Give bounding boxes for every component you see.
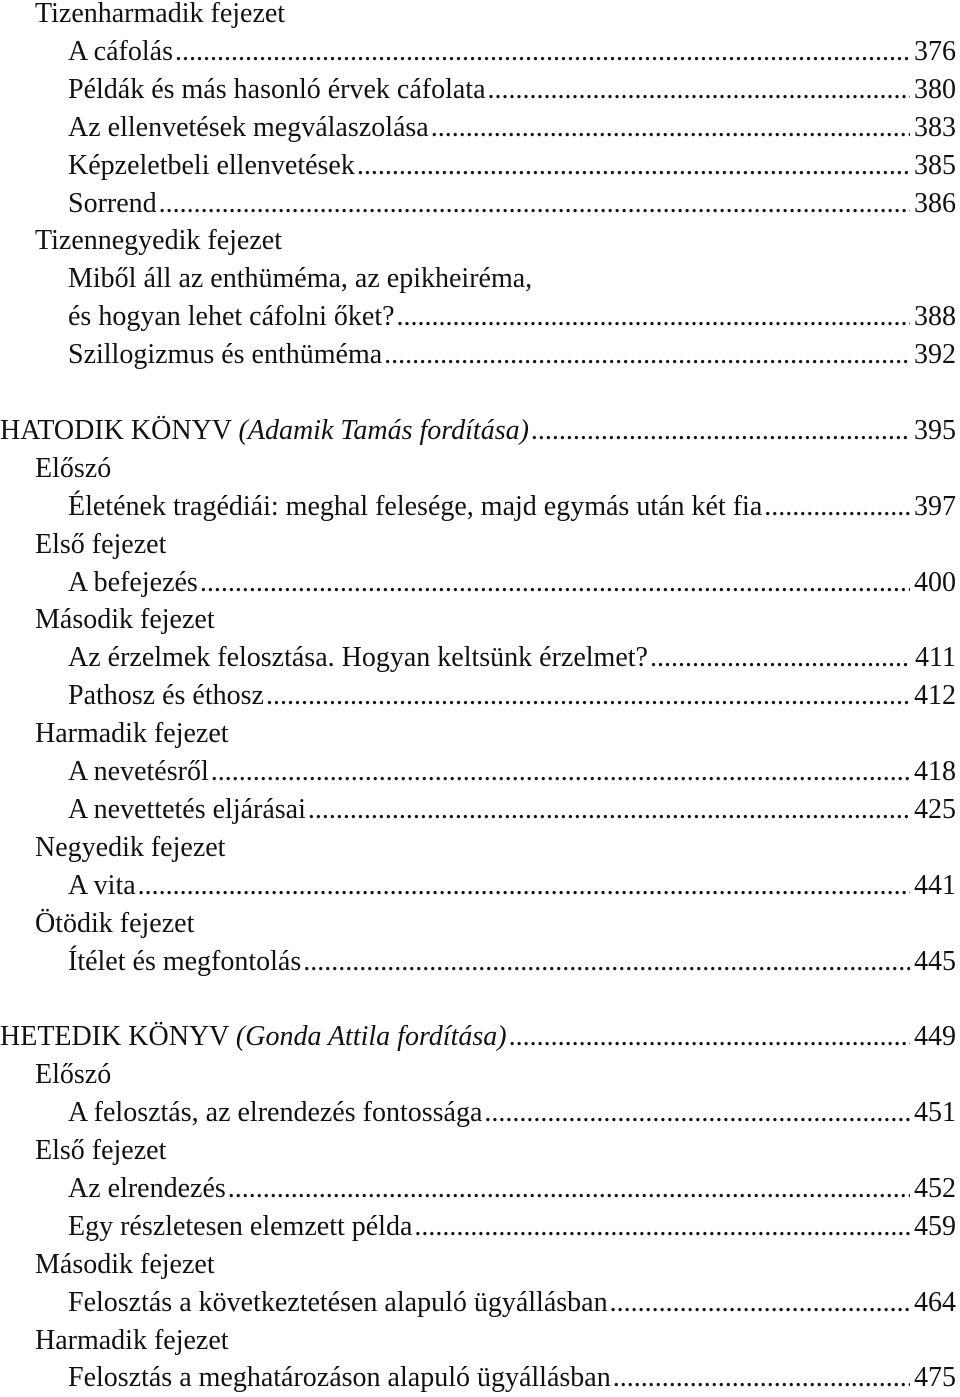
toc-row: [35, 1322, 960, 1360]
toc-entry: [68, 1284, 960, 1322]
toc-row: [0, 412, 960, 450]
entry-title: [68, 109, 429, 147]
page-number: 388: [914, 301, 956, 333]
entry-title: [68, 33, 173, 71]
dot-leader: [357, 147, 910, 185]
entry-title: [35, 0, 285, 33]
dot-leader: [613, 1359, 910, 1397]
entry-title-text: Ítélet és megfontolás: [68, 945, 302, 977]
entry-title-text: A nevettetés eljárásai: [68, 793, 306, 825]
entry-title: [35, 1056, 111, 1094]
toc-row: [35, 1132, 960, 1170]
entry-title: [35, 222, 282, 260]
toc-row: [68, 753, 960, 791]
entry-title: [35, 1322, 229, 1360]
entry-title: [68, 1284, 608, 1322]
chapter-heading: [35, 715, 960, 753]
toc-entry: [68, 488, 960, 526]
page-number: 425: [914, 793, 956, 825]
toc-row: [35, 222, 960, 260]
page-number: 452: [914, 1172, 956, 1204]
dot-leader: [531, 412, 910, 450]
toc-row: [68, 1359, 960, 1397]
page-number: 376: [914, 35, 956, 67]
entry-title: [68, 677, 264, 715]
chapter-heading: [35, 1322, 960, 1360]
toc-entry: [68, 791, 960, 829]
entry-title-text: Sorrend: [68, 187, 157, 219]
entry-title-text: és hogyan lehet cáfolni őket?: [68, 301, 395, 333]
toc-row: [35, 450, 960, 488]
translator-credit: (Gonda Attila fordítása): [235, 1021, 507, 1053]
dot-leader: [484, 1094, 910, 1132]
dot-leader: [509, 1018, 910, 1056]
toc-row: [68, 109, 960, 147]
entry-title-text: HETEDIK KÖNYV: [0, 1021, 236, 1053]
toc-row: [35, 715, 960, 753]
toc-row: [35, 601, 960, 639]
toc-row: [68, 71, 960, 109]
toc-entry: [68, 336, 960, 374]
toc-row: [68, 1170, 960, 1208]
translator-credit: (Adamik Tamás fordítása): [238, 414, 529, 446]
entry-title-text: HATODIK KÖNYV: [0, 414, 239, 446]
dot-leader: [397, 298, 910, 336]
entry-title: [68, 1359, 611, 1397]
toc-entry: [68, 1094, 960, 1132]
entry-title-text: Harmadik fejezet: [35, 718, 229, 750]
page-number: 385: [914, 149, 956, 181]
toc-row: [35, 1246, 960, 1284]
toc-row: [35, 829, 960, 867]
dot-leader: [303, 943, 910, 981]
entry-title: [68, 1094, 482, 1132]
entry-title: [68, 867, 136, 905]
dot-leader: [308, 791, 910, 829]
page-number: 395: [914, 414, 956, 446]
entry-title: [35, 450, 111, 488]
page-number: 418: [914, 756, 956, 787]
chapter-heading: [35, 0, 960, 33]
dot-leader: [211, 753, 910, 791]
chapter-heading: [35, 526, 960, 564]
toc-entry: [68, 639, 960, 677]
dot-leader: [175, 33, 910, 71]
entry-title: [68, 336, 382, 374]
page-number: 411: [915, 642, 956, 674]
toc-row: [68, 488, 960, 526]
toc-row: [68, 336, 960, 374]
entry-title-text: Képzeletbeli ellenvetések: [68, 149, 355, 181]
page-number: 397: [914, 490, 956, 522]
toc-row: [68, 260, 960, 298]
toc-row: [68, 564, 960, 602]
chapter-heading: [35, 905, 960, 943]
page-number: 400: [914, 566, 956, 598]
dot-leader: [200, 564, 910, 602]
entry-title-text: A cáfolás: [68, 35, 173, 67]
dot-leader: [266, 677, 910, 715]
toc-row: [68, 791, 960, 829]
entry-title: [35, 1132, 166, 1170]
toc-entry: [68, 1170, 960, 1208]
toc-entry: [68, 147, 960, 185]
entry-title-text: A felosztás, az elrendezés fontossága: [68, 1097, 483, 1129]
dot-leader: [610, 1284, 910, 1322]
toc-entry: [68, 677, 960, 715]
page-number: 464: [914, 1286, 956, 1318]
chapter-heading: [35, 222, 960, 260]
toc-row: [35, 905, 960, 943]
entry-title-text: Negyedik fejezet: [35, 831, 226, 863]
dot-leader: [488, 71, 910, 109]
entry-title: [35, 905, 194, 943]
entry-title-text: Felosztás a következtetésen alapuló ügyállásban: [68, 1286, 608, 1318]
dot-leader: [159, 185, 910, 223]
toc-row: [68, 147, 960, 185]
entry-title: [68, 639, 648, 677]
toc-entry: [68, 109, 960, 147]
chapter-heading: [35, 450, 960, 488]
toc-entry: [68, 753, 960, 791]
entry-title-text: Egy részletesen elemzett példa: [68, 1210, 413, 1242]
toc-entry: [68, 298, 960, 336]
toc-row: [0, 1018, 960, 1056]
toc-row: [68, 298, 960, 336]
entry-title-text: Előszó: [35, 452, 112, 484]
entry-title-text: Az elrendezés: [68, 1172, 226, 1204]
entry-title: [0, 1018, 507, 1056]
entry-title-text: Pathosz és éthosz: [68, 680, 264, 712]
toc-entry: [68, 943, 960, 981]
entry-title: [68, 1208, 412, 1246]
dot-leader: [138, 867, 910, 905]
toc-row: [68, 677, 960, 715]
dot-leader: [414, 1208, 910, 1246]
toc-row: [68, 1094, 960, 1132]
toc-row: [68, 1208, 960, 1246]
entry-title: [35, 601, 215, 639]
chapter-heading: [35, 829, 960, 867]
toc-row: [68, 185, 960, 223]
entry-title-text: Tizennegyedik fejezet: [35, 225, 282, 257]
toc-entry: [68, 1359, 960, 1397]
entry-title-text: Második fejezet: [35, 604, 215, 636]
toc-entry: [68, 185, 960, 223]
toc-row: [68, 1284, 960, 1322]
entry-title-text: Előszó: [35, 1059, 112, 1091]
dot-leader: [431, 109, 910, 147]
toc-entry: [68, 33, 960, 71]
entry-title: [0, 412, 529, 450]
toc-row: [68, 867, 960, 905]
entry-title: [35, 1246, 215, 1284]
entry-title-text: Az ellenvetések megválaszolása: [68, 111, 429, 143]
entry-title: [68, 1170, 226, 1208]
entry-title: [68, 147, 355, 185]
page-number: 449: [914, 1021, 956, 1053]
entry-title: [68, 564, 198, 602]
entry-title-text: A befejezés: [68, 566, 198, 598]
entry-title: [68, 753, 209, 791]
page-number: 459: [914, 1210, 956, 1242]
toc-entry: [68, 564, 960, 602]
dot-leader: [764, 488, 910, 526]
dot-leader: [228, 1170, 910, 1208]
entry-title-text: Tizenharmadik fejezet: [35, 0, 286, 29]
chapter-heading: [35, 1132, 960, 1170]
entry-title: [68, 71, 486, 109]
entry-title: [68, 943, 301, 981]
toc-entry: [68, 260, 960, 298]
entry-title: [68, 488, 762, 526]
book-heading: [0, 412, 960, 450]
entry-title-text: Szillogizmus és enthüméma: [68, 339, 383, 371]
chapter-heading: [35, 601, 960, 639]
entry-title: [35, 526, 166, 564]
dot-leader: [650, 639, 911, 677]
toc-row: [35, 1056, 960, 1094]
toc-row: [35, 0, 960, 33]
toc-entry: [68, 1208, 960, 1246]
entry-title-text: A nevetésről: [68, 756, 209, 787]
toc-row: [68, 943, 960, 981]
entry-title: [68, 791, 306, 829]
entry-title-text: Az érzelmek felosztása. Hogyan keltsünk érzelmet?: [68, 642, 648, 674]
entry-title-text: Első fejezet: [35, 1135, 167, 1166]
entry-title: [68, 260, 532, 298]
entry-title-text: A vita: [68, 869, 136, 901]
page-number: 386: [914, 187, 956, 219]
page-number: 475: [914, 1362, 956, 1394]
toc-entry: [68, 71, 960, 109]
dot-leader: [384, 336, 910, 374]
page-number: 441: [914, 869, 956, 901]
page-number: 383: [914, 111, 956, 143]
page-number: 451: [914, 1097, 956, 1129]
page-number: 445: [914, 945, 956, 977]
entry-title: [35, 715, 229, 753]
entry-title-text: Felosztás a meghatározáson alapuló ügyállásban: [68, 1362, 611, 1394]
entry-title-text: Második fejezet: [35, 1248, 215, 1280]
entry-title-text: Példák és más hasonló érvek cáfolata: [68, 73, 486, 105]
toc-row: [68, 639, 960, 677]
chapter-heading: [35, 1056, 960, 1094]
toc-entry: [68, 867, 960, 905]
toc-row: [35, 526, 960, 564]
entry-title-text: Miből áll az enthüméma, az epikheiréma,: [68, 263, 533, 295]
entry-title-text: Ötödik fejezet: [35, 907, 195, 939]
chapter-heading: [35, 1246, 960, 1284]
page-number: 412: [914, 680, 956, 712]
entry-title-text: Harmadik fejezet: [35, 1324, 229, 1356]
entry-title-text: Első fejezet: [35, 528, 167, 560]
book-heading: [0, 1018, 960, 1056]
entry-title: [68, 298, 395, 336]
entry-title: [68, 185, 157, 223]
entry-title-text: Életének tragédiái: meghal felesége, majd egymás után két fia: [68, 490, 763, 522]
page-number: 380: [914, 73, 956, 105]
entry-title: [35, 829, 225, 867]
toc-row: [68, 33, 960, 71]
page-number: 392: [914, 339, 956, 371]
